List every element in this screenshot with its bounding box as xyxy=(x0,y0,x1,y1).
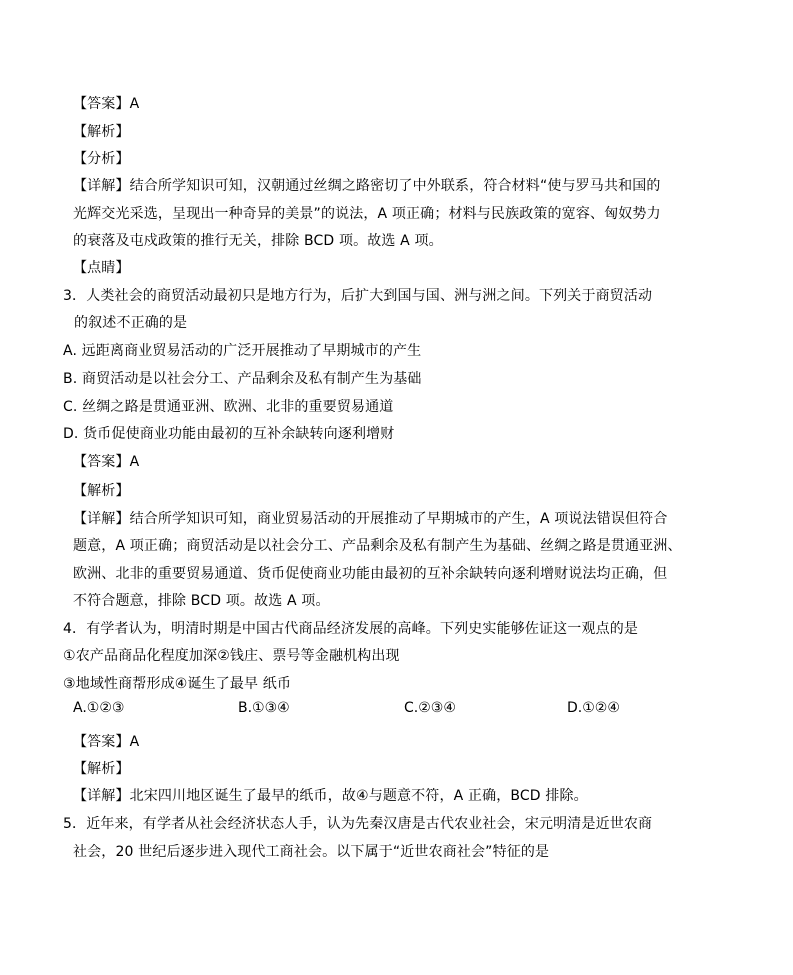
option-a: A.①②③ xyxy=(73,700,125,716)
analysis-label: 【解析】 xyxy=(73,761,130,777)
detail-line: 题意，A 项正确；商贸活动是以社会分工、产品剩余及私有制产生为基础、丝绸之路是贯通亚洲、 xyxy=(73,538,682,554)
detail-line: 【详解】结合所学知识可知，商业贸易活动的开展推动了早期城市的产生，A 项说法错误但符合 xyxy=(73,511,668,527)
option-d: D. 货币促使商业功能由最初的互补余缺转向逐利增财 xyxy=(63,426,395,442)
option-b: B. 商贸活动是以社会分工、产品剩余及私有制产生为基础 xyxy=(63,371,422,387)
question-5: 5．近年来，有学者从社会经济状态人手，认为先秦汉唐是古代农业社会，宋元明清是近世农商 xyxy=(63,816,653,832)
question-5-cont: 社会，20 世纪后逐步进入现代工商社会。以下属于“近世农商社会”特征的是 xyxy=(73,844,550,860)
statement-line: ①农产品商品化程度加深②钱庄、票号等金融机构出现 xyxy=(63,648,400,664)
question-4: 4．有学者认为，明清时期是中国古代商品经济发展的高峰。下列史实能够佐证这一观点的是 xyxy=(63,621,639,637)
answer-label: 【答案】A xyxy=(73,454,140,470)
option-d: D.①②④ xyxy=(567,700,620,716)
fenxi-label: 【分析】 xyxy=(73,151,130,167)
option-c: C.②③④ xyxy=(404,700,456,716)
options-row xyxy=(73,700,673,722)
detail-line: 【详解】结合所学知识可知，汉朝通过丝绸之路密切了中外联系，符合材料“使与罗马共和国的 xyxy=(73,178,661,194)
analysis-label: 【解析】 xyxy=(73,483,130,499)
detail-line: 不符合题意，排除 BCD 项。故选 A 项。 xyxy=(73,593,330,609)
question-3-cont: 的叙述不正确的是 xyxy=(74,315,188,331)
detail-line: 的衰落及屯戍政策的推行无关，排除 BCD 项。故选 A 项。 xyxy=(73,233,443,249)
detail-line: 欧洲、北非的重要贸易通道、货币促使商业功能由最初的互补余缺转向逐利增财说法均正确，但 xyxy=(73,566,668,582)
detail-line: 【详解】北宋四川地区诞生了最早的纸币，故④与题意不符，A 正确，BCD 排除。 xyxy=(73,788,588,804)
detail-line: 光辉交光采选，呈现出一种奇异的美景”的说法，A 项正确；材料与民族政策的宽容、匈奴势力 xyxy=(73,206,661,222)
dianjing-label: 【点睛】 xyxy=(73,260,130,276)
answer-label: 【答案】A xyxy=(73,96,140,112)
answer-label: 【答案】A xyxy=(73,734,140,750)
statement-line: ③地域性商帮形成④诞生了最早 纸币 xyxy=(63,676,292,692)
question-3: 3．人类社会的商贸活动最初只是地方行为，后扩大到国与国、洲与洲之间。下列关于商贸活动 xyxy=(63,288,653,304)
option-b: B.①③④ xyxy=(238,700,290,716)
analysis-label: 【解析】 xyxy=(73,124,130,140)
option-c: C. 丝绸之路是贯通亚洲、欧洲、北非的重要贸易通道 xyxy=(63,399,394,415)
option-a: A. 远距离商业贸易活动的广泛开展推动了早期城市的产生 xyxy=(63,343,422,359)
